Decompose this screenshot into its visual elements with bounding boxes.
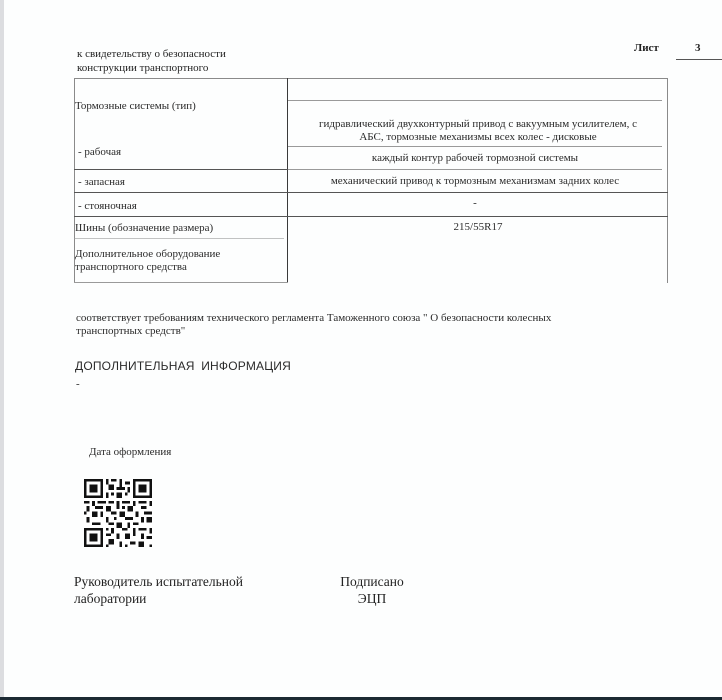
table-row-brake-systems-label: Тормозные системы (тип) [75,100,196,112]
table-row-spare-brake-label: - запасная [78,176,125,188]
table-row-spare-brake-value: механический привод к тормозным механизмам задних колес [330,175,620,187]
header-line-2: конструкции транспортного [77,62,209,74]
specifications-table [74,78,668,283]
table-divider [288,169,662,170]
table-row-service-brake-extra: каждый контур рабочей тормозной системы [371,152,579,164]
table-divider [74,238,284,239]
table-divider [74,169,288,170]
table-row-service-brake-value: гидравлический двухконтурный привод с вакуумным усилителем, с АБС, тормозные механизмы всех колес - дисковые [319,118,637,143]
table-row-parking-brake-label: - стояночная [78,200,137,212]
table-row-service-brake-label: - рабочая [78,146,122,158]
table-row-additional-equipment-label: Дополнительное оборудование транспортного средства [75,248,221,273]
issue-date-label: Дата оформления [89,446,172,458]
document-header [77,47,226,75]
qr-code-icon [84,479,152,547]
table-row-parking-brake-value: - [473,197,477,209]
digital-signature-note: Подписано ЭЦП [340,574,404,606]
table-divider [74,192,668,193]
table-divider [74,216,668,217]
table-row-tyres-value: 215/55R17 [453,221,503,233]
additional-info-value: - [76,378,80,390]
conformity-statement: соответствует требованиям технического регламента Таможенного союза " О безопасности колесных транспортных средств" [76,312,552,337]
table-divider [288,100,662,101]
sheet-number: 3 [695,42,701,54]
sheet-label: Лист [634,42,659,54]
page-left-edge [0,0,4,700]
table-divider [288,146,662,147]
sheet-underline [676,59,722,60]
header-line-1: к свидетельству о безопасности [77,48,226,60]
table-row-tyres-label: Шины (обозначение размера) [75,222,214,234]
additional-info-title: ДОПОЛНИТЕЛЬНАЯ ИНФОРМАЦИЯ [75,359,291,373]
signatory-position: Руководитель испытательной лаборатории [74,574,243,606]
table-divider [74,282,288,283]
